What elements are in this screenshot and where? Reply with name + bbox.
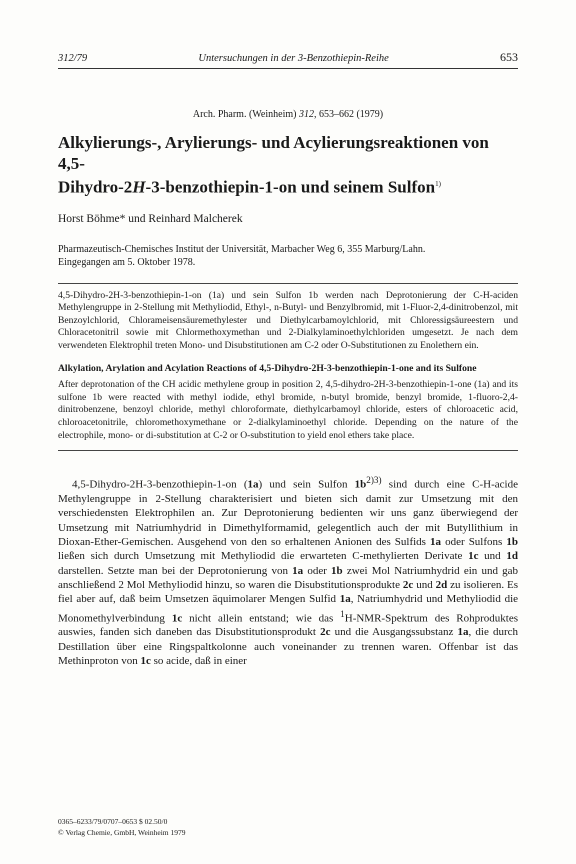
abstract-top-rule: [58, 283, 518, 284]
abstract-bottom-rule: [58, 450, 518, 451]
header-series-title: Untersuchungen in der 3-Benzothiepin-Reihe: [198, 53, 389, 64]
copyright-footer: [58, 816, 186, 838]
abstract-english: After deprotonation of the CH acidic methylene group in position 2, 4,5-dihydro-2H-3-benzothiepin-1-one (1a) and its sulfone 1b were reacted with methyl iodide, ethyl bromide, n-butyl bromide, benzyl bromide, 1-fluoro-2,4-dinitrobenzene, benzoyl chloride, methyl chloroformate, diethylcarbamoyl chloride, esters of chloroacetic acid, chloroacetonitrile, chloromethoxymethane or 2-dialkylaminoethyl chloride. Depending on the nature of the electrophile, mono- or di-substitution at C-2 or O-substitution to yield enol ethers take place.: [58, 379, 518, 441]
paper-title: Alkylierungs-, Arylierungs- und Acylierungsreaktionen von 4,5- Dihydro-2H-3-benzothiepin-1-on und seinem Sulfon$^{1)}$: [58, 133, 489, 197]
running-header: [58, 50, 518, 69]
journal-citation: Arch. Pharm. (Weinheim) 312, 653–662 (1979): [192, 109, 384, 120]
body-paragraph: 4,5-Dihydro-2H-3-benzothiepin-1-on (1a) und sein Sulfon $1b^{2)3)}$ sind durch eine C-H-acide Methylengruppe in 2-Stellung charakterisiert und bieten sich damit zur Umsetzung mit den verschiedensten Elektrophilen an. Zur Deprotonierung bedienten wir uns ganz überwiegend der Umsetzung mit Natriumhydrid in Dimethylformamid, gelegentlich auch der mit Butyllithium in Dioxan-Ether-Gemischen. Ausgehend von den so erhaltenen Anionen des Sulfids 1a oder Sulfons 1b ließen sich durch Umsetzung mit Methyliodid die erwarteten C-methylierten Derivate 1c und 1d darstellen. Setzte man bei der Deprotonierung von 1a oder 1b zwei Mol Natriumhydrid ein und gab anschließend 2 Mol Methyliodid hinzu, so waren die Disubstitutionsprodukte 2c und 2d zu isolieren. Es fiel aber auf, daß beim Umsetzen äquimolarer Mengen Sulfid 1a, Natriumhydrid und Methyliodid die Monomethylverbindung 1c nicht allein entstand; wie das $^1$H-NMR-Spektrum des Rohproduktes auswies, fanden sich daneben das Disubstitutionsprodukt 2c und die Ausgangssubstanz 1a, die durch Destillation über eine Ringspaltkolonne auch voneinander zu trennen waren. Offenbar ist das Methinproton von 1c so acide, daß in einer: [58, 475, 519, 668]
copyright-line: © Verlag Chemie, GmbH, Weinheim 1979: [58, 828, 186, 837]
title-footnote: 1): [435, 180, 441, 188]
header-issue: 312/79: [58, 53, 88, 64]
affiliation: Pharmazeutisch-Chemisches Institut der Universität, Marbacher Weg 6, 355 Marburg/Lahn. Eingegangen am 5. Oktober 1978.: [58, 243, 426, 268]
authors: Horst Böhme* und Reinhard Malcherek: [58, 212, 243, 225]
issn-line: 0365–6233/79/0707–0653 $ 02.50/0: [58, 817, 168, 826]
english-title: Alkylation, Arylation and Acylation Reactions of 4,5-Dihydro-2H-3-benzothiepin-1-one and its Sulfone: [58, 362, 477, 374]
paper-page: [58, 50, 518, 668]
abstract-german: 4,5-Dihydro-2H-3-benzothiepin-1-on (1a) und sein Sulfon 1b werden nach Deprotonierung der C-H-aciden Methylengruppe in 2-Stellung mit Methyliodid, Ethyl-, n-Butyl- und Benzylbromid, mit 1-Fluor-2,4-dinitrobenzol, mit Benzoylchlorid, Chlorameisensäuremethylester und Diethylcarbamoylchlorid, mit Chloressigsäureestern und Chloracetonitril sowie mit Chlormethoxymethan und 2-Dialkylaminoethylchloriden umgesetzt. Je nach dem verwendeten Elektrophil treten Mono- und Disubstitutionen am C-2 oder O-Substitutionen zu Enolethern ein.: [58, 289, 518, 352]
header-page-number: 653: [500, 50, 518, 64]
